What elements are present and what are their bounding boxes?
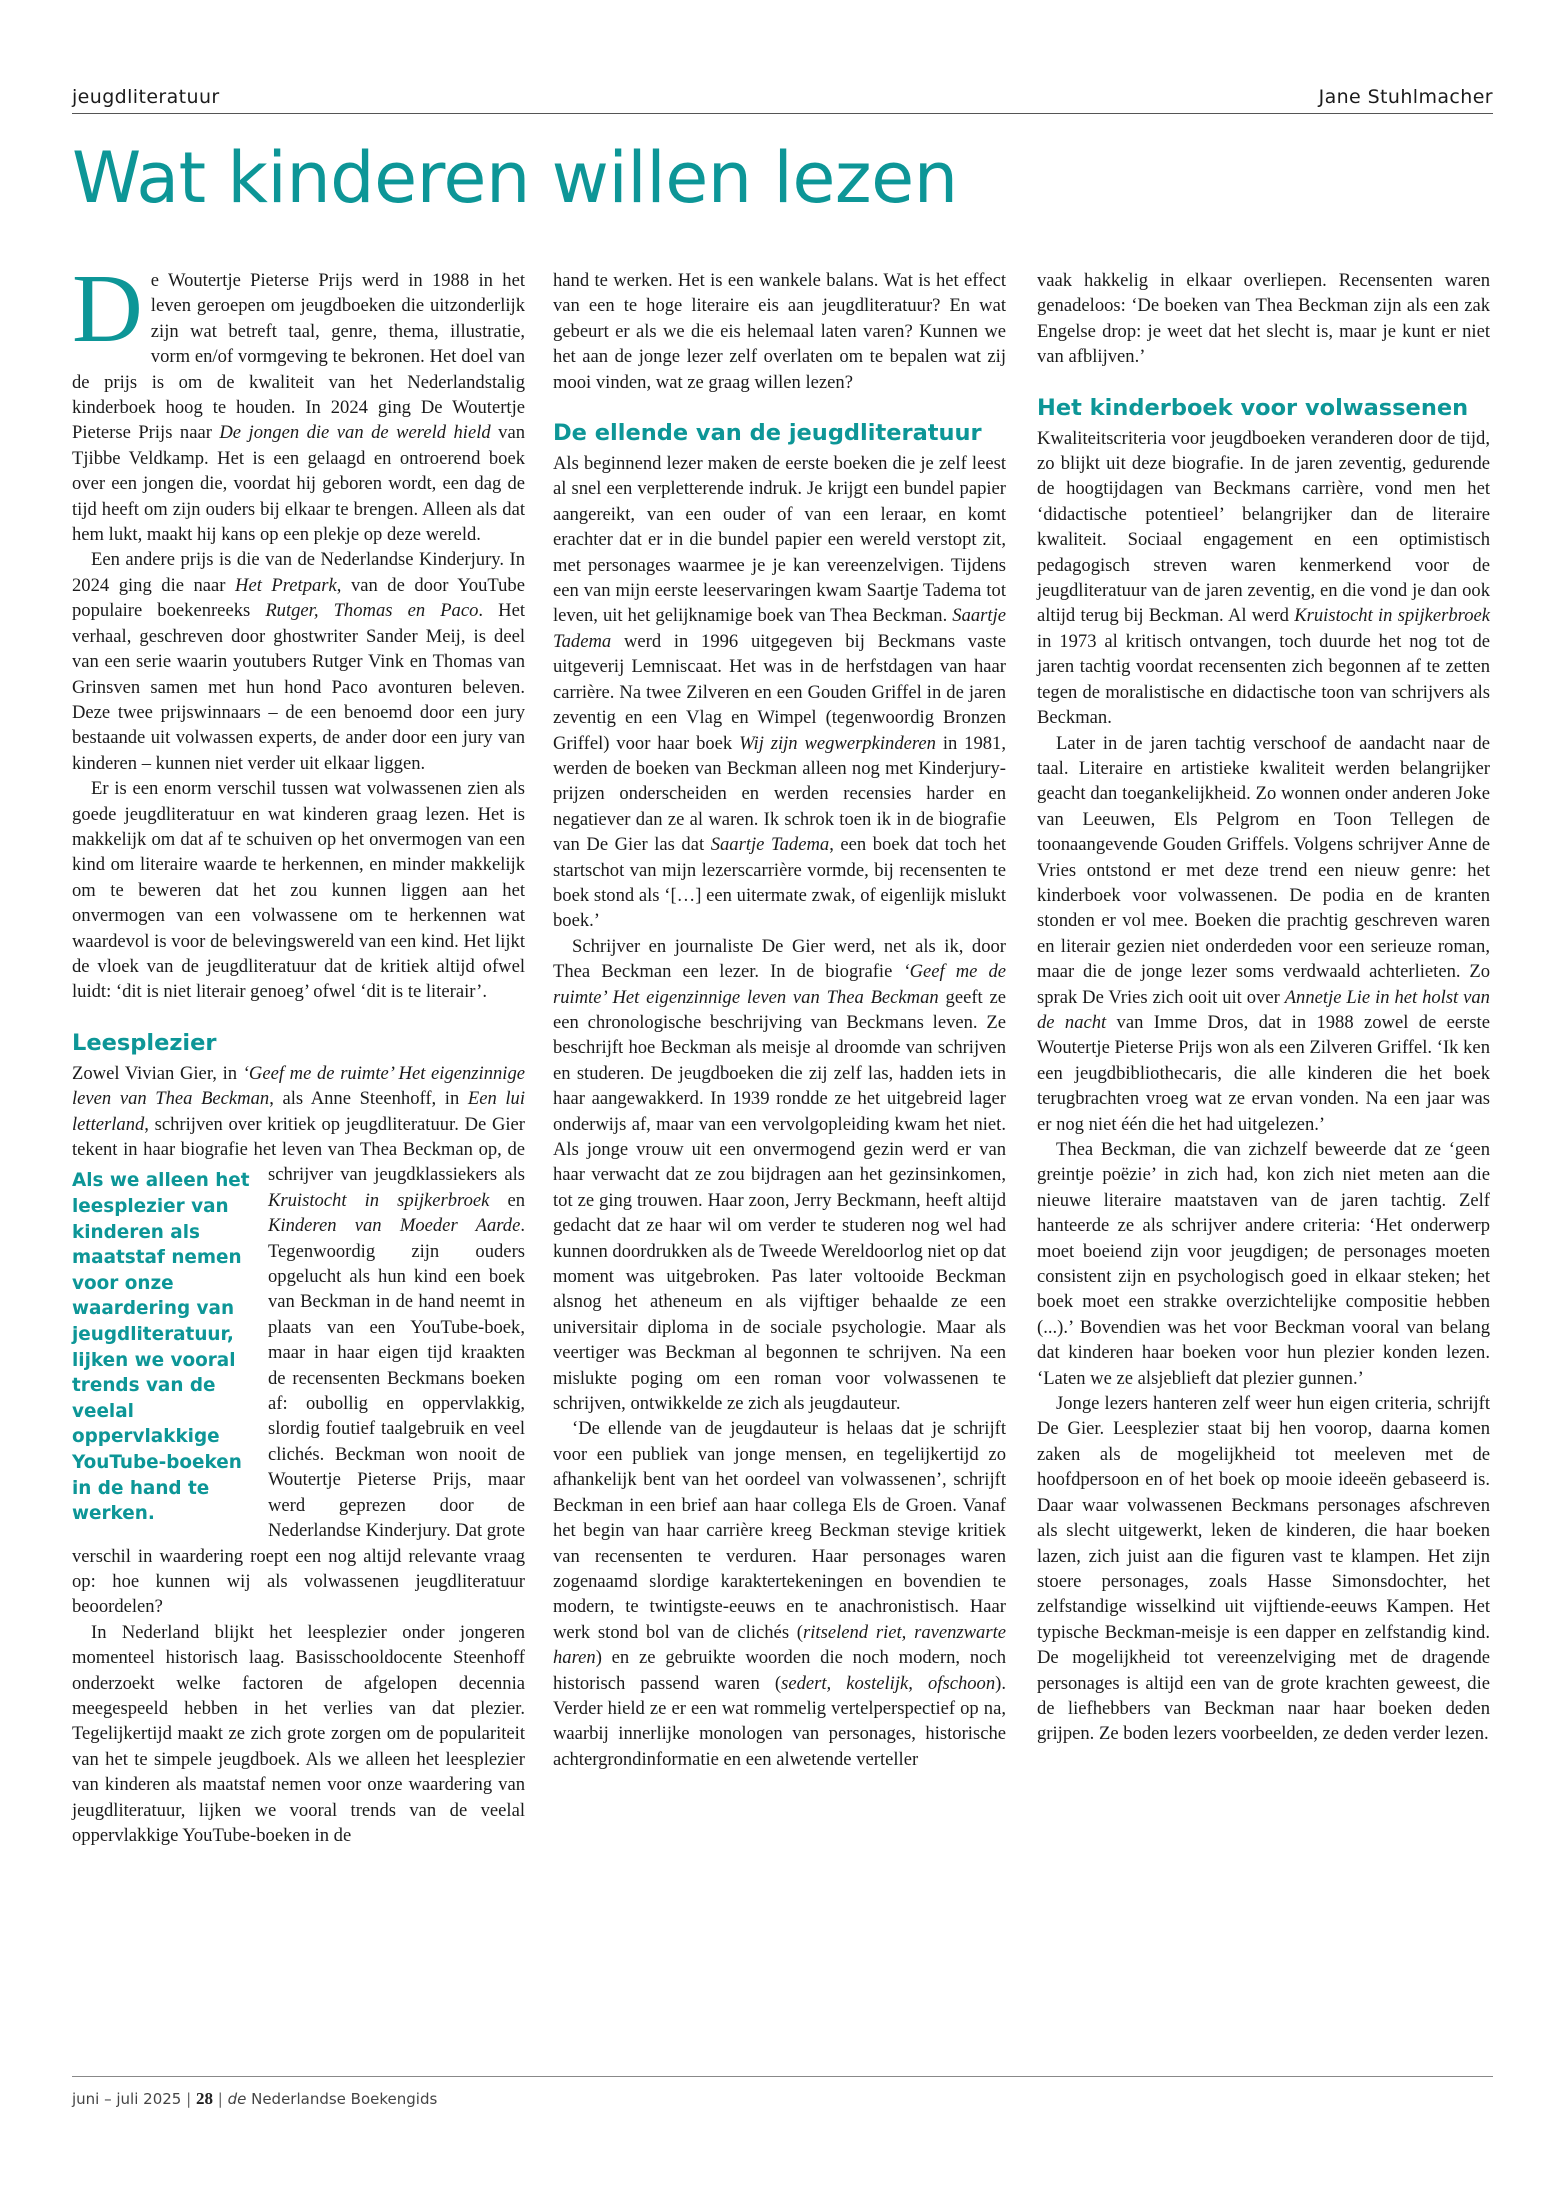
book-title: Saartje Tadema bbox=[553, 605, 1006, 652]
paragraph: Thea Beckman, die van zichzelf beweerde dat ze ‘geen greintje poëzie’ in zich had, kon zich niet meten aan die nieuwe literaire maatstaven van de jaren tachtig. Zelf hanteerde ze als schrijver andere criteria: ‘Het onderwerp moet boeiend zijn voor jeugdigen; de personages moeten consistent zijn en psychologisch goed in elkaar steken; het boek moet een strakke overzichtelijke compositie hebben (...).’ Bovendien was het voor Beckman vooral van belang dat kinderen haar boeken voor hun plezier konden lezen. ‘Laten we ze alsjeblieft dat plezier gunnen.’ bbox=[1037, 1139, 1490, 1389]
article-title: Wat kinderen willen lezen bbox=[72, 137, 958, 219]
author-name: Jane Stuhlmacher bbox=[1318, 86, 1493, 108]
pull-quote: Als we alleen het leesplezier van kinderen als maatstaf nemen voor onze waardering van jeugdliteratuur, lijken we vooral trends van de veelal oppervlakkige YouTube-boeken in de hand te werken. bbox=[72, 1170, 250, 1525]
paragraph: Een andere prijs is die van de Nederlandse Kinderjury. In 2024 ging die naar Het Pretpark, van de door YouTube populaire boekenreeks Rutger, Thomas en Paco. Het verhaal, geschreven door ghostwriter Sander Meij, is deel van een serie waarin youtubers Rutger Vink en Thomas van Grinsven samen met hun hond Paco avonturen beleven. Deze twee prijswinnaars – de een benoemd door een jury bestaande uit volwassen experts, de ander door een jury van kinderen – kunnen niet verder uit elkaar liggen. bbox=[72, 549, 525, 774]
column-2 bbox=[553, 268, 1006, 1772]
book-title: Kruistocht in spijkerbroek bbox=[268, 1189, 490, 1211]
subheading-ellende: De ellende van de jeugdliteratuur bbox=[553, 420, 982, 447]
column-3 bbox=[1037, 268, 1490, 1747]
book-title: Rutger, Thomas en Paco bbox=[265, 600, 479, 622]
paragraph: Er is een enorm verschil tussen wat volwassenen zien als goede jeugdliteratuur en wat kinderen graag lezen. Het is makkelijk om dat af te schuiven op het onvermogen van een kind om literaire waarde te herkennen, en minder makkelijk om te beweren dat het zou kunnen liggen aan het onvermogen van een volwassene om te herkennen wat waardevol is voor de belevingswereld van een kind. Het lijkt de vloek van de jeugdliteratuur dat de kritiek altijd ofwel luidt: ‘dit is niet literair genoeg’ ofwel ‘dit is te literair’. bbox=[72, 778, 525, 1003]
paragraph: Schrijver en journaliste De Gier werd, net als ik, door Thea Beckman een lezer. In de biografie ‘Geef me de ruimte’ Het eigenzinnige leven van Thea Beckman geeft ze een chronologische beschrijving van Beckmans leven. Ze beschrijft hoe Beckman als meisje al droomde van schrijven en studeren. De jeugdboeken die zij zelf las, hadden iets in haar aangewakkerd. In 1939 rondde ze het uitgebreid lager onderwijs af, maar van een vervolgopleiding kwam het niet. Als jonge vrouw uit een onvermogend gezin werd er van haar verwacht dat ze zou bijdragen aan het gezinsinkomen, tot ze ging trouwen. Haar zoon, Jerry Beckmann, heeft altijd gedacht dat ze haar wil om verder te studeren nog wel had kunnen doordrukken als de Tweede Wereldoorlog niet op dat moment was uitgebroken. Pas later voltooide Beckman alsnog het atheneum en als vijftiger behaalde ze een universitair diploma in de sociale psychologie. Maar als veertiger was Beckman al begonnen te schrijven. Na een mislukte poging om een roman voor volwassenen te schrijven, ontwikkelde ze zich als jeugdauteur. bbox=[553, 935, 1007, 1415]
paragraph: Kwaliteitscriteria voor jeugdboeken veranderen door de tijd, zo blijkt uit deze biografie. In de jaren zeventig, gedurende de hoogtijdagen van Beckmans carrière, vond men het ‘didactische potentieel’ belangrijker dan de literaire kwaliteit. Sociaal engagement en een optimistisch pedagogisch streven waren kenmerkend voor de jeugdliteratuur van de jaren zeventig, en die vond je dan ook altijd terug bij Beckman. Al werd Kruistocht in spijkerbroek in 1973 al kritisch ontvangen, toch duurde het nog tot de jaren tachtig voordat recensenten zich begonnen af te zetten tegen de moralistische en didactische toon van schrijvers als Beckman. bbox=[1037, 427, 1490, 729]
paragraph: Als beginnend lezer maken de eerste boeken die je zelf leest al snel een verpletterende indruk. Je krijgt een bundel papier aangereikt, van een ouder of van een leraar, en komt erachter dat er in die bundel papier een wereld verstopt zit, met personages waarmee je je kan vereenzelvigen. Tijdens een van mijn eerste leeservaringen kwam Saartje Tadema tot leven, uit het gelijknamige boek van Thea Beckman. Saartje Tadema werd in 1996 uitgegeven bij Beckmans vaste uitgeverij Lemniscaat. Het was in de herfstdagen van haar carrière. Na twee Zilveren en een Gouden Griffel in de jaren zeventig en een Vlag en Wimpel (tegenwoordig Bronzen Griffel) voor haar boek Wij zijn wegwerpkinderen in 1981, werden de boeken van Beckman alleen nog met Kinderjury-prijzen onderscheiden en werden recensies harder en negatiever dan ze al waren. Ik schrok toen ik in de biografie van De Gier las dat Saartje Tadema, een boek dat toch het startschot van mijn lezerscarrière vormde, bij recensenten te boek stond als ‘[…] een uitermate zwak, of eigenlijk mislukt boek.’ bbox=[553, 453, 1006, 932]
book-title: ‘Geef me de ruimte’ Het eigenzinnige leven van Thea Beckman bbox=[553, 961, 1007, 1008]
issue-date: juni – juli 2025 bbox=[72, 2090, 182, 2108]
footer-separator: | bbox=[217, 2090, 223, 2108]
italic-phrase: sedert, kostelijk, ofschoon bbox=[781, 1672, 996, 1694]
italic-phrase: ritselend riet, ravenzwarte haren bbox=[553, 1621, 1007, 1669]
header-rule bbox=[72, 113, 1493, 114]
book-title: Kinderen van Moeder Aarde bbox=[268, 1215, 521, 1237]
footer-separator: | bbox=[186, 2090, 192, 2108]
book-title: Een lui letterland bbox=[72, 1088, 526, 1135]
paragraph: De Woutertje Pieterse Prijs werd in 1988 in het leven geroepen om jeugdboeken die uitzonderlijk zijn wat betreft taal, genre, thema, illustratie, vorm en/of vormgeving te bekronen. Het doel van de prijs is om de kwaliteit van het Nederlandstalig kinderboek hoog te houden. In 2024 ging De Woutertje Pieterse Prijs naar De jongen die van de wereld hield van Tjibbe Veldkamp. Het is een gelaagd en ontroerend boek over een jongen die, voordat hij geboren wordt, een dag de tijd heeft om zijn ouders bij elkaar te brengen. Alleen als dat hem lukt, maakt hij kans op een plekje op deze wereld. bbox=[72, 255, 526, 546]
page-number: 28 bbox=[195, 2089, 213, 2108]
paragraph: Jonge lezers hanteren zelf weer hun eigen criteria, schrijft De Gier. Leesplezier staat bij hen voorop, daarna komen zaken als de mogelijkheid tot meeleven met de hoofdpersoon en of het boek op mooie ideeën gebaseerd is. Daar waar volwassenen Beckmans personages afschreven als slecht uitgewerkt, leken de kinderen, die haar boeken lazen, zich juist aan die figuren vast te klampen. Het zijn stoere personages, zoals Hasse Simonsdochter, het zelfstandige wisselkind uit vijftiende-eeuws Kampen. Het typische Beckman-meisje is een dapper en zelfstandig kind. De mogelijkheid tot vereenzelviging met de dragende personages is altijd een van de grote krachten geweest, die de liefhebbers van Beckman naar haar boeken deden grijpen. Ze boden lezers voorbeelden, ze deden verder lezen. bbox=[1037, 1393, 1490, 1745]
running-header bbox=[72, 78, 1493, 114]
book-title: De jongen die van de wereld hield bbox=[219, 422, 491, 444]
drop-cap: D bbox=[72, 255, 143, 363]
column-1 bbox=[72, 255, 526, 1848]
paragraph: hand te werken. Het is een wankele balans. Wat is het effect van een te hoge literaire eis aan jeugdliteratuur? En wat gebeurt er als we die eis helemaal laten varen? Kunnen we het aan de jonge lezer zelf overlaten om te bepalen wat zij mooi vinden, wat ze graag willen lezen? bbox=[553, 270, 1006, 393]
book-title: Het Pretpark bbox=[235, 574, 337, 596]
book-title: Wij zijn wegwerpkinderen bbox=[739, 732, 936, 754]
paragraph: In Nederland blijkt het leesplezier onder jongeren momenteel historisch laag. Basisschooldocente Steenhoff onderzoekt welke factoren de afgelopen decennia meegespeeld hebben in het verlies van dat plezier. Tegelijkertijd maakt ze zich grote zorgen om de populariteit van het te simpele jeugdboek. Als we alleen het leesplezier van kinderen als maatstaf nemen voor onze waardering van jeugdliteratuur, lijken we vooral trends van de veelal oppervlakkige YouTube-boeken in de bbox=[72, 1621, 525, 1846]
book-title: Kruistocht in spijkerbroek bbox=[1294, 605, 1490, 627]
book-title: Annetje Lie in het holst van de nacht bbox=[1037, 986, 1490, 1033]
paragraph: ‘De ellende van de jeugdauteur is helaas dat je schrijft voor een publiek van jonge mensen, en tegelijkertijd zo afhankelijk bent van het oordeel van volwassenen’, schrijft Beckman in een brief aan haar collega Els de Groen. Vanaf het begin van haar carrière kreeg Beckman stevige kritiek van recensenten te verduren. Haar personages waren zogenaamd slordige karaktertekeningen en bovendien te modern, te twintigste-eeuws en te anachronistisch. Haar werk stond bol van de clichés (ritselend riet, ravenzwarte haren) en ze gebruikte woorden die noch modern, noch historisch passend waren (sedert, kostelijk, ofschoon). Verder hield ze er een wat rommelig vertelperspectief op na, waarbij innerlijke monologen van personages, historische achtergrondinformatie en een alwetende verteller bbox=[553, 1418, 1007, 1770]
book-title: ‘Geef me de ruimte’ Het eigenzinnige leven van Thea Beckman bbox=[72, 1062, 526, 1110]
paragraph: Later in de jaren tachtig verschoof de aandacht naar de taal. Literaire en artistieke kwaliteit werden belangrijker geacht dan toegankelijkheid. Zo wonnen onder anderen Joke van Leeuwen, Els Pelgrom en Toon Tellegen de toonaangevende Gouden Griffels. Volgens schrijver Anne de Vries ontstond er met deze trend een nieuw genre: het kinderboek voor volwassenen. De podia en de kranten stonden er vol mee. Boeken die prachtig geschreven waren en literair gezien niet onderdeden voor een serieuze roman, maar die de jonge lezer soms verdwaald achterlieten. Zo sprak De Vries zich ooit uit over Annetje Lie in het holst van de nacht van Imme Dros, dat in 1988 zowel de eerste Woutertje Pieterse Prijs won als een Zilveren Griffel. ‘Ik ken een jeugdbibliothecaris, die alle kinderen die het boek terugbrachten vroeg wat ze ervan vonden. Na een jaar was er nog niet één die het had uitgelezen.’ bbox=[1037, 732, 1490, 1135]
subheading-leesplezier: Leesplezier bbox=[72, 1029, 217, 1056]
book-title: Saartje Tadema bbox=[710, 834, 830, 856]
page-footer bbox=[72, 2076, 1493, 2109]
paragraph: vaak hakkelig in elkaar overliepen. Recensenten waren genadeloos: ‘De boeken van Thea Beckman zijn als een zak Engelse drop: je weet dat het slecht is, maar je kunt er niet van afblijven.’ bbox=[1037, 270, 1490, 368]
paragraph: Zowel Vivian Gier, in ‘Geef me de ruimte’ Het eigenzinnige leven van Thea Beckman, als Anne Steenhoff, in Een lui letterland, schrijven over kritiek op jeugdliteratuur. De Gier tekent in haar biografie het leven van Thea Beckman op, de schrijver van jeugdklassiekers als Als we alleen het leesplezier van kinderen als maatstaf nemen voor onze waardering van jeugdliteratuur, lijken we vooral trends van de veelal oppervlakkige YouTube-boeken in de hand te werken. Kruistocht in spijkerbroek en Kinderen van Moeder Aarde. Tegenwoordig zijn ouders opgelucht als hun kind een boek van Beckman in de hand neemt in plaats van een YouTube-boek, maar in haar eigen tijd kraakten de recensenten Beckmans boeken af: oubollig en oppervlakkig, slordig foutief taalgebruik en veel clichés. Beckman won nooit de Woutertje Pieterse Prijs, maar werd geprezen door de Nederlandse Kinderjury. Dat grote verschil in waardering roept een nog altijd relevante vraag op: hoe kunnen wij als volwassenen jeugdliteratuur beoordelen? bbox=[72, 1062, 526, 1618]
subheading-kinderboek: Het kinderboek voor volwassenen bbox=[1037, 394, 1469, 421]
section-category: jeugdliteratuur bbox=[72, 86, 220, 108]
publication-name: de Nederlandse Boekengids bbox=[227, 2090, 438, 2108]
